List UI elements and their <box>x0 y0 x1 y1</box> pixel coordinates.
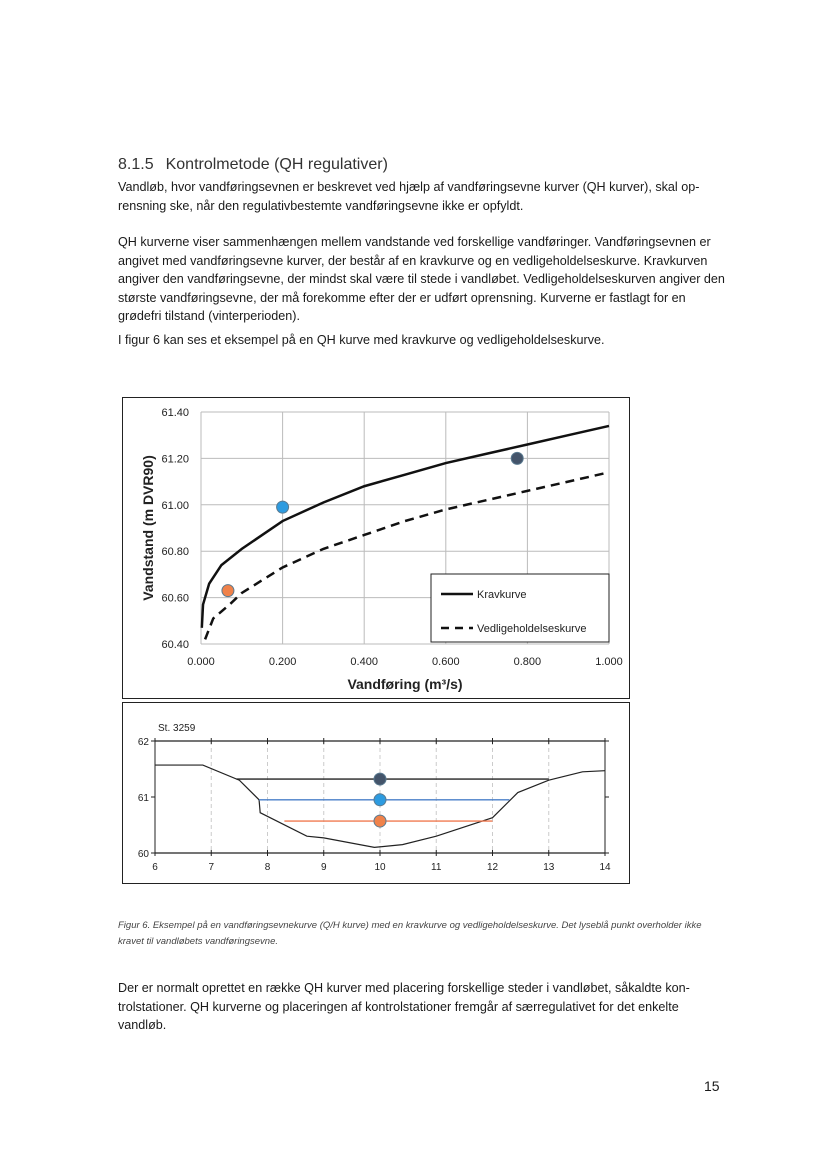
section-title: Kontrolmetode (QH regulativer) <box>165 156 388 173</box>
y-tick-label: 61.40 <box>161 407 189 419</box>
data-point <box>374 815 386 827</box>
x-tick-label: 8 <box>264 862 271 873</box>
x-axis-label: Vandføring (m³/s) <box>347 676 463 692</box>
x-tick-label: 11 <box>431 862 442 873</box>
x-tick-label: 1.000 <box>595 656 623 668</box>
x-tick-label: 0.600 <box>432 656 460 668</box>
y-axis-label: Vandstand (m DVR90) <box>140 455 156 601</box>
x-tick-label: 6 <box>152 862 158 873</box>
x-tick-label: 9 <box>320 862 327 873</box>
qh-chart-frame <box>122 397 630 699</box>
y-tick-label: 60 <box>137 849 149 860</box>
x-tick-label: 13 <box>543 862 555 873</box>
y-tick-label: 62 <box>137 737 149 748</box>
data-point <box>511 452 523 464</box>
x-tick-label: 14 <box>599 862 611 873</box>
x-tick-label: 0.400 <box>350 656 378 668</box>
page-number: 15 <box>704 1078 720 1094</box>
y-tick-label: 60.60 <box>161 592 189 605</box>
y-tick-label: 60.80 <box>161 546 189 559</box>
y-tick-label: 61.00 <box>161 499 189 512</box>
y-tick-label: 60.40 <box>161 639 189 651</box>
x-tick-label: 12 <box>486 862 499 873</box>
legend-label: Kravkurve <box>477 589 527 601</box>
y-tick-label: 61.20 <box>161 453 189 466</box>
data-point <box>222 585 234 597</box>
station-label: St. 3259 <box>158 723 196 734</box>
closing-paragraph: Der er normalt oprettet en række QH kurver med placering forskellige steder i vandløbet, såkaldte kon-trolstationer. QH kurverne og placeringen af kontrolstationer fremgår af særregulativet for det enkelte vandløb. <box>118 981 690 1032</box>
paragraph-2: QH kurverne viser sammenhængen mellem vandstande ved forskellige vandføringer. Vandføringsevnen er angivet med vandføringsevne kurver, der består af en kravkurve og en vedligeholdelseskurve. Kravkurven angiver den vandføringsevne, der mindst skal være til stede i vandløbet. Vedligeholdelseskurven angiver den største vandføringsevne, der må forekomme efter der er udført oprensning. Kurverne er fastlagt for en grødefri tilstand (vinterperioden). <box>118 235 725 323</box>
cross-section-chart <box>123 703 629 883</box>
paragraph-1: Vandløb, hvor vandføringsevnen er beskrevet ved hjælp af vandføringsevne kurver (QH kurver), skal op-rensning ske, når den regulativbestemte vandføringsevne ikke er opfyldt. <box>118 180 700 213</box>
paragraph-3: I figur 6 kan ses et eksempel på en QH kurve med kravkurve og vedligeholdelseskurve. <box>118 333 605 347</box>
x-tick-label: 0.200 <box>268 656 297 668</box>
figure-caption: Figur 6. Eksempel på en vandføringsevnekurve (Q/H kurve) med en kravkurve og vedligeholdelseskurve. Det lyseblå punkt overholder ikke kravet til vandløbets vandføringsevne. <box>118 920 702 947</box>
data-point <box>277 501 289 513</box>
data-point <box>374 773 386 785</box>
section-heading <box>118 156 400 174</box>
x-tick-label: 10 <box>374 862 386 873</box>
x-tick-label: 7 <box>208 862 215 873</box>
section-number: 8.1.5 <box>118 156 154 173</box>
x-tick-label: 0.800 <box>513 656 542 668</box>
y-tick-label: 61 <box>137 793 149 804</box>
data-point <box>374 794 386 806</box>
legend-label: Vedligeholdelseskurve <box>477 623 587 635</box>
cross-section-frame <box>122 702 630 884</box>
qh-chart <box>123 398 629 698</box>
x-tick-label: 0.000 <box>187 656 215 668</box>
